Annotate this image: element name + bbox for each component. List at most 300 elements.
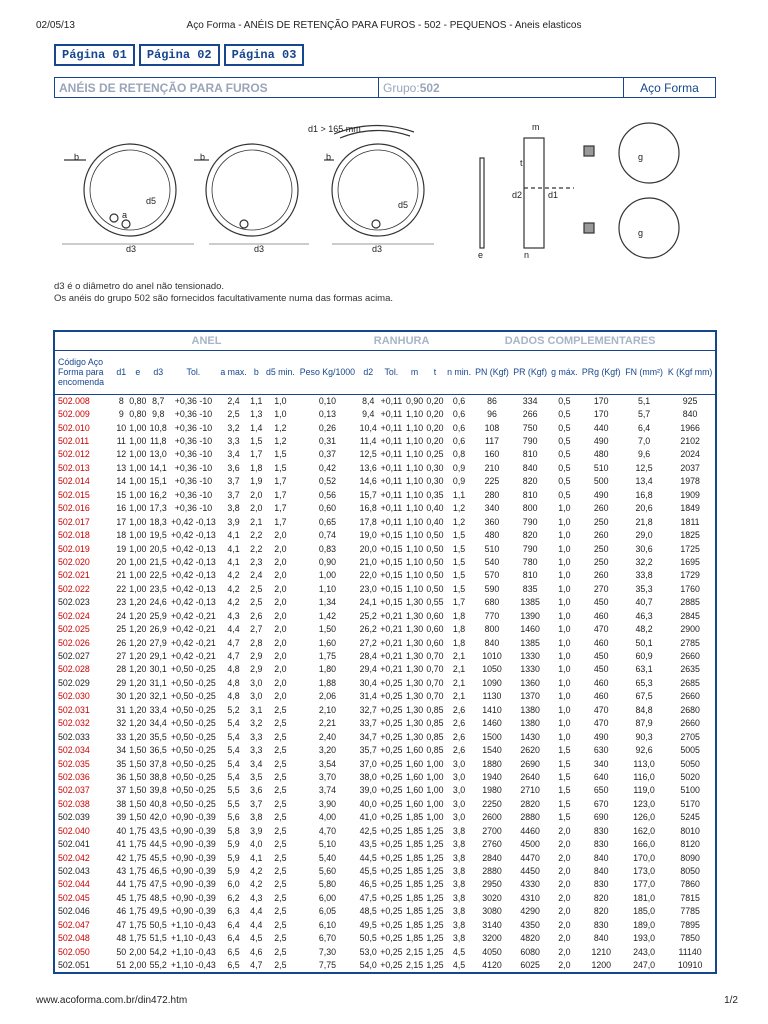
- cell: 1,75: [129, 892, 147, 903]
- order-code[interactable]: 502.041: [58, 839, 90, 850]
- cell: +0,36 -10: [174, 462, 213, 473]
- cell: +0,50 -0,25: [171, 704, 216, 715]
- table-row: [55, 663, 715, 676]
- cell: 440: [593, 422, 609, 433]
- cell: +0,21: [380, 637, 403, 648]
- cell: 8050: [680, 866, 700, 877]
- order-code[interactable]: 502.023: [58, 597, 90, 608]
- order-code[interactable]: 502.022: [58, 583, 90, 594]
- order-code[interactable]: 502.008: [58, 395, 90, 406]
- cell: 2,0: [274, 556, 287, 567]
- table-row: [55, 730, 715, 743]
- cell: 0,37: [318, 449, 336, 460]
- label-b-2: b: [200, 152, 206, 162]
- table-row: [55, 824, 715, 837]
- tab-pagina-02[interactable]: Página 02: [139, 44, 220, 66]
- cell: 1,5: [558, 758, 571, 769]
- cell: 1,00: [426, 812, 444, 823]
- cell: 4330: [520, 879, 540, 890]
- cell: +0,25: [380, 906, 403, 917]
- cell: 46,5: [359, 879, 377, 890]
- cell: 32: [116, 718, 127, 729]
- cell: 1880: [482, 758, 502, 769]
- cell: 31,1: [149, 677, 167, 688]
- order-code[interactable]: 502.021: [58, 570, 90, 581]
- table-row: [55, 945, 715, 958]
- group-value: 502: [419, 80, 440, 95]
- cell: 40,8: [149, 798, 167, 809]
- cell: 1,30: [405, 731, 424, 742]
- order-code[interactable]: 502.009: [58, 409, 90, 420]
- cell: 334: [522, 395, 538, 406]
- label-t: t: [520, 158, 523, 168]
- order-code[interactable]: 502.024: [58, 610, 90, 621]
- order-code[interactable]: 502.044: [58, 879, 90, 890]
- order-code[interactable]: 502.011: [58, 436, 90, 447]
- cell: 0,5: [558, 422, 571, 433]
- cell: 4,5: [452, 946, 466, 957]
- cell: 0,5: [558, 489, 571, 500]
- cell: 650: [593, 785, 609, 796]
- order-code[interactable]: 502.029: [58, 677, 90, 688]
- order-code[interactable]: 502.016: [58, 503, 90, 514]
- cell: 0,40: [426, 516, 444, 527]
- cell: +0,15: [380, 530, 403, 541]
- cell: 1,00: [129, 449, 147, 460]
- cell: +0,42 -0,21: [171, 651, 216, 662]
- cell: 2,5: [274, 946, 287, 957]
- cell: 96: [487, 409, 497, 420]
- section-band: [54, 77, 716, 98]
- order-code[interactable]: 502.046: [58, 906, 90, 917]
- order-code[interactable]: 502.033: [58, 731, 90, 742]
- cell: 6,5: [227, 960, 240, 971]
- cell: 1,5: [250, 436, 263, 447]
- table-row: [55, 502, 715, 515]
- cell: 36,5: [149, 745, 167, 756]
- cell: 830: [593, 919, 609, 930]
- cell: 8010: [680, 825, 700, 836]
- cell: 1,85: [405, 825, 424, 836]
- cell: 810: [522, 489, 538, 500]
- col-header: d5 min.: [264, 350, 297, 394]
- cell: 166,0: [633, 839, 656, 850]
- cell: 1,2: [274, 436, 287, 447]
- table-row: [55, 569, 715, 582]
- cell: 1,0: [558, 718, 571, 729]
- cell: 36: [116, 771, 127, 782]
- table-row: [55, 461, 715, 474]
- table-row: [55, 475, 715, 488]
- cell: 11: [116, 436, 126, 447]
- cell: +0,42 -0,13: [171, 516, 216, 527]
- cell: 1,1: [250, 395, 263, 406]
- cell: 9,6: [637, 449, 651, 460]
- cell: 470: [593, 704, 609, 715]
- cell: +0,42 -0,13: [171, 556, 216, 567]
- cell: 2840: [482, 852, 502, 863]
- brand-name: Aço Forma: [640, 80, 699, 95]
- cell: 840: [484, 637, 500, 648]
- cell: 40,7: [635, 597, 653, 608]
- cell: 1,00: [426, 758, 444, 769]
- label-d3-1: d3: [126, 244, 137, 254]
- order-code[interactable]: 502.037: [58, 785, 90, 796]
- cell: 16: [116, 503, 127, 514]
- cell: 4470: [520, 852, 540, 863]
- cell: 4,5: [452, 960, 466, 971]
- order-code[interactable]: 502.050: [58, 946, 90, 957]
- cell: 2,4: [250, 570, 263, 581]
- order-code[interactable]: 502.034: [58, 745, 90, 756]
- cell: 1,10: [405, 476, 424, 487]
- order-code[interactable]: 502.048: [58, 933, 90, 944]
- cell: 28,4: [359, 651, 377, 662]
- cell: 800: [484, 624, 500, 635]
- cell: 820: [593, 892, 609, 903]
- order-code[interactable]: 502.038: [58, 798, 90, 809]
- cell: 1,3: [250, 409, 263, 420]
- table-row: [55, 784, 715, 797]
- cell: 1430: [520, 731, 540, 742]
- cell: 8120: [680, 839, 700, 850]
- cell: 60,9: [635, 651, 653, 662]
- label-d5-3: d5: [398, 200, 409, 210]
- cell: 1,7: [250, 449, 263, 460]
- cell: 0,5: [558, 395, 571, 406]
- cell: 4,70: [318, 825, 336, 836]
- cell: +0,11: [380, 476, 403, 487]
- cell: 2,0: [274, 624, 287, 635]
- cell: +0,50 -0,25: [171, 677, 216, 688]
- cell: +0,36 -10: [174, 449, 213, 460]
- cell: +0,21: [380, 664, 403, 675]
- cell: 4,4: [250, 906, 263, 917]
- cell: 26: [116, 637, 127, 648]
- label-b-1: b: [74, 152, 80, 162]
- order-code[interactable]: 502.012: [58, 449, 90, 460]
- cell: +0,42 -0,13: [171, 570, 216, 581]
- cell: 48,2: [635, 624, 653, 635]
- cell: 2660: [680, 718, 700, 729]
- cell: 0,25: [426, 449, 444, 460]
- cell: 840: [593, 852, 609, 863]
- cell: +0,50 -0,25: [171, 785, 216, 796]
- cell: 510: [484, 543, 500, 554]
- cell: 3,7: [227, 476, 240, 487]
- cell: 1909: [680, 489, 700, 500]
- group-label-text: Grupo:: [383, 80, 420, 95]
- cell: 4,0: [250, 839, 263, 850]
- cell: 43: [116, 866, 127, 877]
- order-code[interactable]: 502.025: [58, 624, 90, 635]
- cell: 1,30: [405, 718, 424, 729]
- cell: 3,90: [318, 798, 336, 809]
- cell: 3,8: [452, 866, 466, 877]
- cell: 9: [118, 409, 124, 420]
- cell: 1725: [680, 543, 700, 554]
- cell: 45,5: [359, 866, 377, 877]
- cell: 170: [593, 409, 609, 420]
- cell: 2250: [482, 798, 502, 809]
- cell: 2,5: [274, 745, 287, 756]
- cell: 2,0: [558, 879, 571, 890]
- col-header: d1: [115, 350, 128, 394]
- cell: +0,15: [380, 583, 403, 594]
- cell: 1,25: [426, 960, 444, 971]
- cell: 5,4: [227, 771, 240, 782]
- cell: 2,1: [250, 516, 263, 527]
- cell: 3,3: [250, 745, 263, 756]
- table-row: [55, 622, 715, 635]
- cell: 1,00: [129, 489, 147, 500]
- cell: +0,50 -0,25: [171, 691, 216, 702]
- order-code[interactable]: 502.018: [58, 530, 90, 541]
- detail-1: [619, 123, 679, 183]
- table-row: [55, 528, 715, 541]
- cell: 21,0: [359, 556, 377, 567]
- cell: 3,9: [227, 516, 240, 527]
- cell: 15,1: [149, 476, 167, 487]
- cell: 1,50: [129, 812, 147, 823]
- cell: 0,5: [558, 436, 571, 447]
- order-code[interactable]: 502.013: [58, 462, 90, 473]
- cell: 1,8: [452, 624, 466, 635]
- label-e: e: [478, 250, 484, 260]
- cell: 22,0: [359, 570, 377, 581]
- order-code[interactable]: 502.031: [58, 704, 90, 715]
- cell: 0,31: [318, 436, 336, 447]
- cell: 250: [593, 516, 609, 527]
- cell: 460: [593, 691, 609, 702]
- cell: 1,0: [558, 583, 571, 594]
- cell: 840: [682, 409, 698, 420]
- cell: 1,50: [318, 624, 336, 635]
- cell: 4,2: [250, 866, 263, 877]
- tab-pagina-03[interactable]: Página 03: [224, 44, 305, 66]
- cell: 2,5: [274, 704, 287, 715]
- order-code[interactable]: 502.027: [58, 651, 90, 662]
- cell: 1978: [680, 476, 700, 487]
- cell: 54,2: [149, 946, 167, 957]
- cell: 1,10: [405, 530, 424, 541]
- cell: 4,1: [227, 530, 240, 541]
- cell: 2,6: [452, 718, 466, 729]
- cell: 17: [116, 516, 127, 527]
- cell: 7860: [680, 879, 700, 890]
- cell: 31: [116, 704, 127, 715]
- cell: 3,9: [250, 825, 263, 836]
- table-row: [55, 555, 715, 568]
- cell: 1,00: [129, 556, 147, 567]
- cell: 2,0: [558, 946, 571, 957]
- cell: 2820: [520, 798, 540, 809]
- order-code[interactable]: 502.042: [58, 852, 90, 863]
- cell: 1,50: [129, 745, 147, 756]
- table-row: [55, 542, 715, 555]
- cell: 840: [522, 462, 538, 473]
- order-code[interactable]: 502.051: [58, 960, 90, 971]
- cell: 5,2: [227, 704, 240, 715]
- order-code[interactable]: 502.019: [58, 543, 90, 554]
- cell: 86: [487, 395, 497, 406]
- cell: 470: [593, 718, 609, 729]
- cell: 46,3: [635, 610, 653, 621]
- cell: 460: [593, 677, 609, 688]
- cell: 2,5: [274, 731, 287, 742]
- order-code[interactable]: 502.043: [58, 866, 90, 877]
- cell: 5,6: [227, 812, 240, 823]
- cell: 280: [484, 489, 500, 500]
- order-code[interactable]: 502.032: [58, 718, 90, 729]
- cell: 1,10: [405, 543, 424, 554]
- cell: 2,5: [274, 825, 287, 836]
- cell: 123,0: [633, 798, 656, 809]
- cell: 4,3: [250, 892, 263, 903]
- cell: 1,0: [558, 651, 571, 662]
- cell: 6,0: [227, 879, 240, 890]
- cell: 3,8: [452, 919, 466, 930]
- cell: 1,85: [405, 919, 424, 930]
- cell: 5100: [680, 785, 700, 796]
- table-row: [55, 851, 715, 864]
- order-code[interactable]: 502.035: [58, 758, 90, 769]
- cell: 1,0: [558, 624, 571, 635]
- cell: 1,00: [129, 516, 147, 527]
- cell: 8,7: [152, 395, 165, 406]
- group-header-row: [55, 332, 715, 350]
- order-code[interactable]: 502.047: [58, 919, 90, 930]
- table-row: [55, 636, 715, 649]
- cell: 4,2: [250, 879, 263, 890]
- cell: 0,85: [426, 718, 444, 729]
- cell: 1,75: [129, 852, 147, 863]
- table-row: [55, 837, 715, 850]
- cell: 1,00: [129, 436, 147, 447]
- cell: 4050: [482, 946, 502, 957]
- note-group-502: Os anéis do grupo 502 são fornecidos facultativamente numa das formas acima.: [54, 293, 394, 304]
- order-code[interactable]: 502.020: [58, 556, 90, 567]
- cell: +1,10 -0,43: [171, 933, 216, 944]
- cell: 1,5: [558, 798, 571, 809]
- order-code[interactable]: 502.036: [58, 771, 90, 782]
- cell: 5245: [680, 812, 700, 823]
- ring-2-outer: [206, 144, 298, 236]
- order-code[interactable]: 502.040: [58, 825, 90, 836]
- cell: 0,60: [426, 637, 444, 648]
- cell: 25: [116, 624, 127, 635]
- cell: 22: [116, 583, 127, 594]
- cell: 173,0: [633, 866, 656, 877]
- cell: 480: [484, 530, 500, 541]
- cell: 2,0: [274, 691, 287, 702]
- cell: +0,21: [380, 610, 403, 621]
- cell: 1,5: [452, 570, 466, 581]
- cell: 30,6: [635, 543, 653, 554]
- cell: 19,0: [359, 530, 377, 541]
- cell: 12,5: [635, 462, 653, 473]
- cell: 3,7: [227, 489, 240, 500]
- cell: 1,10: [405, 556, 424, 567]
- cell: 1,2: [452, 503, 466, 514]
- table-row: [55, 905, 715, 918]
- cell: 43,5: [149, 825, 167, 836]
- cell: 4,8: [227, 664, 240, 675]
- cell: 1385: [520, 637, 540, 648]
- cell: 10: [116, 422, 127, 433]
- label-g-1: g: [638, 152, 644, 162]
- cell: 2,5: [274, 906, 287, 917]
- cell: 3,8: [452, 933, 466, 944]
- order-code[interactable]: 502.026: [58, 637, 90, 648]
- label-g-2: g: [638, 228, 644, 238]
- cell: +0,25: [380, 919, 403, 930]
- cell: 45,5: [149, 852, 167, 863]
- cell: 3140: [482, 919, 502, 930]
- cell: 1,7: [274, 503, 287, 514]
- cell: 84,8: [635, 704, 653, 715]
- cell: 830: [593, 825, 609, 836]
- cell: 260: [593, 503, 609, 514]
- cell: 1,85: [405, 839, 424, 850]
- cell: 34: [116, 745, 127, 756]
- cell: 3,6: [227, 462, 240, 473]
- cell: 4,2: [227, 583, 240, 594]
- cell: 340: [484, 503, 500, 514]
- cell: 1,00: [129, 583, 147, 594]
- order-code[interactable]: 502.015: [58, 489, 90, 500]
- cell: 2,0: [558, 852, 571, 863]
- cell: +0,42 -0,21: [171, 624, 216, 635]
- order-code[interactable]: 502.045: [58, 892, 90, 903]
- cell: 1940: [482, 771, 502, 782]
- cell: 1,30: [405, 677, 424, 688]
- order-code[interactable]: 502.014: [58, 476, 90, 487]
- cell: 14: [116, 476, 127, 487]
- cell: 6,05: [318, 906, 336, 917]
- cell: 55,2: [149, 960, 167, 971]
- order-code[interactable]: 502.039: [58, 812, 90, 823]
- cell: 0,70: [426, 664, 444, 675]
- cell: 1,30: [405, 637, 424, 648]
- tab-pagina-01[interactable]: Página 01: [54, 44, 135, 66]
- cell: 1,60: [405, 798, 424, 809]
- order-code[interactable]: 502.028: [58, 664, 90, 675]
- cell: 5020: [680, 771, 700, 782]
- order-code[interactable]: 502.010: [58, 422, 90, 433]
- cell: 0,8: [452, 449, 466, 460]
- cell: 1330: [520, 651, 540, 662]
- cell: 7,75: [318, 960, 336, 971]
- cell: 210: [484, 462, 500, 473]
- cell: 2,5: [274, 892, 287, 903]
- order-code[interactable]: 502.017: [58, 516, 90, 527]
- cell: 5,60: [318, 866, 336, 877]
- cell: 16,8: [635, 489, 653, 500]
- cell: 0,30: [426, 476, 444, 487]
- cell: 1,0: [558, 503, 571, 514]
- cell: 1,7: [274, 476, 287, 487]
- cell: 5005: [680, 745, 700, 756]
- cell: 2,9: [250, 651, 263, 662]
- cell: 2,40: [318, 731, 336, 742]
- col-header: t: [425, 350, 445, 394]
- cell: 2102: [680, 436, 700, 447]
- cell: 2,0: [558, 892, 571, 903]
- order-code[interactable]: 502.030: [58, 691, 90, 702]
- cell: 7895: [680, 919, 700, 930]
- cell: 33,8: [635, 570, 653, 581]
